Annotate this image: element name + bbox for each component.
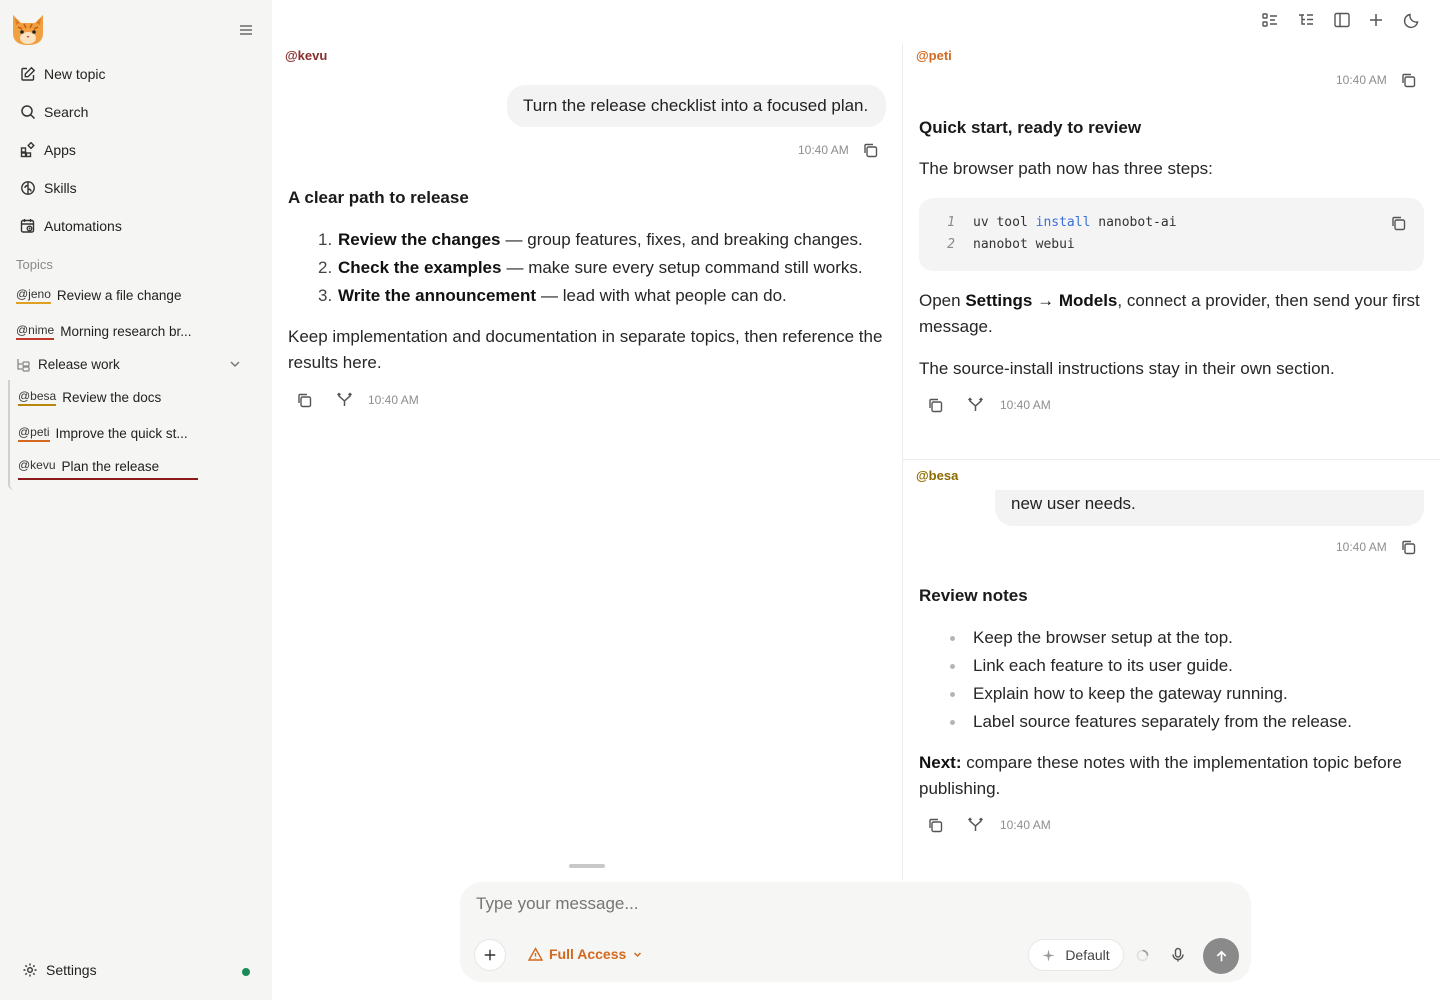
step-text: — group features, fixes, and breaking changes. <box>505 230 863 249</box>
sparkle-icon <box>1042 949 1055 962</box>
message-time: 10:40 AM <box>368 393 419 407</box>
step-number: 1. <box>318 230 333 249</box>
topic-title: Review a file change <box>56 287 182 303</box>
copy-icon[interactable] <box>927 817 944 834</box>
reply-paragraph: The source-install instructions stay in their own section. <box>919 359 1335 378</box>
topic-item-active[interactable] <box>18 454 198 480</box>
agent-tag: @besa <box>18 389 56 406</box>
agent-tag: @jeno <box>16 287 51 304</box>
topic-title: Plan the release <box>61 458 160 474</box>
message-input[interactable] <box>476 894 1176 914</box>
plus-icon <box>483 948 497 962</box>
arrow-up-icon <box>1214 949 1229 964</box>
nav-apps[interactable] <box>12 133 260 167</box>
nav-automations[interactable] <box>12 209 260 243</box>
note-text: Link each feature to its user guide. <box>973 656 1233 675</box>
reply-paragraph <box>919 750 1429 802</box>
code-text: uv tool <box>973 214 1036 230</box>
topic-item[interactable] <box>16 280 181 310</box>
add-attachment-button[interactable] <box>474 939 506 971</box>
sidebar <box>0 0 272 1000</box>
nav-skills[interactable] <box>12 171 260 205</box>
message-time: 10:40 AM <box>1000 398 1051 412</box>
step-title: Write the announcement <box>338 286 537 305</box>
agent-label: @peti <box>916 48 952 63</box>
text-span: Open <box>919 291 966 310</box>
list-item <box>318 226 863 254</box>
reply-paragraph <box>919 288 1424 340</box>
pane-divider[interactable] <box>902 44 903 880</box>
topic-title: Morning research br... <box>60 323 192 339</box>
access-label: Full Access <box>549 946 627 962</box>
bold-span: Settings <box>965 291 1033 310</box>
agent-label: @kevu <box>285 48 328 63</box>
agent-tag: @peti <box>18 425 50 442</box>
user-message <box>995 490 1424 526</box>
plus-icon[interactable] <box>1367 11 1385 29</box>
code-keyword: install <box>1035 214 1091 230</box>
text-span: , connect a provider, then send your first message. <box>919 291 1420 336</box>
agent-tag: @nime <box>16 323 54 340</box>
copy-icon[interactable] <box>862 142 879 159</box>
bullet <box>950 720 955 725</box>
sidebar-toggle-icon[interactable] <box>236 20 256 40</box>
message-time: 10:40 AM <box>798 143 849 157</box>
step-number: 3. <box>318 286 333 305</box>
message-time: 10:40 AM <box>1336 540 1387 554</box>
model-select-button[interactable] <box>1028 939 1124 971</box>
moon-icon[interactable] <box>1403 11 1421 29</box>
list-item <box>950 624 1352 652</box>
code-text: nanobot-ai <box>1090 214 1177 230</box>
list-item <box>950 680 1352 708</box>
panel-split-icon[interactable] <box>1333 11 1351 29</box>
topics-heading: Topics <box>16 257 53 272</box>
step-number: 2. <box>318 258 333 277</box>
list-item <box>950 652 1352 680</box>
edit-icon <box>20 66 36 82</box>
message-time: 10:40 AM <box>1336 73 1387 87</box>
notes-list <box>950 624 1352 736</box>
steps-list <box>318 226 863 310</box>
model-label: Default <box>1065 947 1110 963</box>
arrow-span: → <box>1032 291 1059 310</box>
tree-icon <box>16 357 31 372</box>
chevron-down-icon <box>632 949 643 960</box>
settings-label: Settings <box>46 962 97 978</box>
pane-divider-horizontal[interactable] <box>903 459 1440 460</box>
next-text: compare these notes with the implementation topic before publishing. <box>919 753 1402 798</box>
topic-item[interactable] <box>18 418 188 448</box>
nav-label: Search <box>44 104 89 120</box>
checklist-icon[interactable] <box>1261 11 1279 29</box>
agent-tag: @kevu <box>18 457 56 472</box>
resize-handle[interactable] <box>569 864 605 868</box>
step-text: — make sure every setup command still works. <box>506 258 863 277</box>
send-button[interactable] <box>1203 938 1239 974</box>
bullet <box>950 692 955 697</box>
status-indicator <box>242 968 250 976</box>
copy-icon[interactable] <box>296 392 313 409</box>
reply-heading: Review notes <box>919 586 1028 605</box>
topic-item[interactable] <box>18 382 161 412</box>
copy-icon[interactable] <box>1400 72 1417 89</box>
gear-icon <box>22 962 38 978</box>
code-text: nanobot webui <box>973 236 1075 252</box>
reply-heading: Quick start, ready to review <box>919 118 1142 137</box>
user-message-text: Turn the release checklist into a focused plan. <box>523 96 869 115</box>
note-text: Explain how to keep the gateway running. <box>973 684 1288 703</box>
apps-icon <box>20 142 36 158</box>
nav-new-topic[interactable] <box>12 57 260 91</box>
topic-title: Review the docs <box>62 389 162 405</box>
code-line <box>919 234 1075 254</box>
group-label: Release work <box>38 356 120 372</box>
reply-paragraph: Keep implementation and documentation in separate topics, then reference the results here. <box>288 327 883 372</box>
list-tree-icon[interactable] <box>1297 11 1315 29</box>
bold-span: Models <box>1058 291 1118 310</box>
next-label: Next: <box>919 753 962 772</box>
copy-icon[interactable] <box>1400 539 1417 556</box>
message-composer <box>460 882 1251 982</box>
list-item <box>318 254 863 282</box>
loading-spinner-icon <box>1136 949 1149 962</box>
nav-label: Skills <box>44 180 77 196</box>
note-text: Label source features separately from the release. <box>973 712 1352 731</box>
chevron-down-icon[interactable] <box>228 357 242 371</box>
microphone-icon[interactable] <box>1170 947 1186 963</box>
topic-group-release-work[interactable] <box>16 352 246 376</box>
step-title: Review the changes <box>338 230 501 249</box>
access-mode-button[interactable] <box>528 946 643 962</box>
agent-label: @besa <box>916 468 959 483</box>
topic-item[interactable] <box>16 316 192 346</box>
nav-label: Automations <box>44 218 122 234</box>
group-connector <box>8 380 14 490</box>
brain-icon <box>20 180 36 196</box>
app-logo <box>10 13 46 47</box>
user-message-text: new user needs. <box>1011 494 1136 513</box>
branch-icon[interactable] <box>967 816 984 833</box>
line-number: 2 <box>947 236 955 252</box>
settings-button[interactable] <box>22 962 97 978</box>
copy-code-icon[interactable] <box>1390 215 1407 232</box>
reply-heading: A clear path to release <box>288 188 469 207</box>
warning-icon <box>528 947 543 962</box>
step-title: Check the examples <box>338 258 502 277</box>
note-text: Keep the browser setup at the top. <box>973 628 1233 647</box>
list-item <box>318 282 863 310</box>
list-item <box>950 708 1352 736</box>
code-line <box>919 212 1177 232</box>
bullet <box>950 664 955 669</box>
message-time: 10:40 AM <box>1000 818 1051 832</box>
search-icon <box>20 104 36 120</box>
line-number: 1 <box>947 214 955 230</box>
step-text: — lead with what people can do. <box>541 286 787 305</box>
code-block <box>919 198 1424 271</box>
bullet <box>950 636 955 641</box>
branch-icon[interactable] <box>336 391 353 408</box>
reply-paragraph: The browser path now has three steps: <box>919 159 1213 178</box>
nav-label: Apps <box>44 142 76 158</box>
nav-search[interactable] <box>12 95 260 129</box>
nav-label: New topic <box>44 66 106 82</box>
topic-title: Improve the quick st... <box>55 425 188 441</box>
branch-icon[interactable] <box>967 396 984 413</box>
calendar-clock-icon <box>20 218 36 234</box>
copy-icon[interactable] <box>927 397 944 414</box>
user-message <box>507 85 886 127</box>
